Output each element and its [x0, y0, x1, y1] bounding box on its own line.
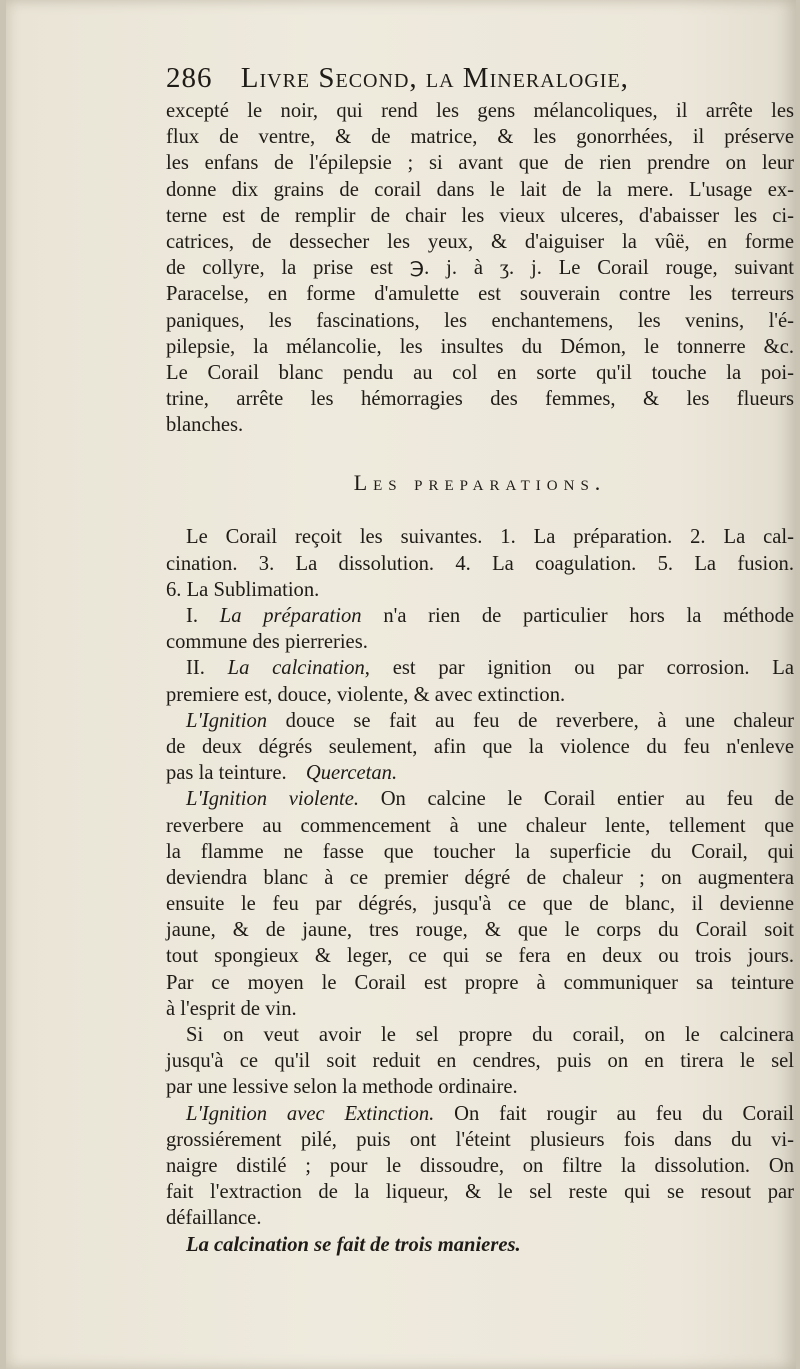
text-fragment: On calcine le Corail entier au feu de [380, 788, 794, 811]
text-line [166, 603, 794, 629]
text-line: La calcination se fait de trois manieres. [186, 1233, 521, 1256]
text-line: jusqu'à ce qu'il soit reduit en cendres, puis on en tirera le sel [166, 1050, 794, 1073]
text-fragment: On fait rougir au feu du Corail [454, 1102, 794, 1125]
paragraph-preparation [166, 603, 794, 655]
text-fragment: douce se fait au feu de reverbere, à une chaleur [285, 709, 794, 732]
italic-term: L'Ignition [186, 709, 268, 732]
text-line: Si on veut avoir le sel propre du corail, on le calcinera [186, 1024, 794, 1046]
text-line [166, 708, 794, 734]
text-line: premiere est, douce, violente, & avec extinction. [166, 683, 566, 706]
paragraph-sel-du-corail [166, 1022, 794, 1101]
text-line [166, 760, 794, 786]
section-title: Les preparations. [353, 470, 607, 496]
text-line: fait l'extraction de la liqueur, & le sel reste qui se resout par [166, 1181, 794, 1204]
italic-term: La préparation [219, 605, 362, 627]
text-line: Le Corail blanc pendu au col en sorte qu'il touche la poi- [166, 361, 794, 384]
text-line: terne est de remplir de chair les vieux ulceres, d'abaisser les ci- [166, 204, 794, 227]
text-line: blanches. [166, 414, 244, 437]
paragraph-ignition-douce [166, 708, 794, 787]
item-number: II. [186, 657, 205, 680]
paragraph-calcination [166, 655, 794, 707]
text-line: reverbere au commencement à une chaleur lente, tellement que [166, 814, 794, 837]
text-line: naigre distilé ; pour le dissoudre, on filtre la dissolution. On [166, 1154, 794, 1177]
text-line: Paracelse, en forme d'amulette est souverain contre les terreurs [166, 283, 794, 306]
text-line: les enfans de l'épilepsie ; si avant que de rien prendre on leur [166, 152, 794, 175]
italic-term: La calcination [227, 657, 365, 680]
text-line: jaune, & de jaune, tres rouge, & que le corps du Corail soit [166, 919, 794, 942]
page-number: 286 [166, 62, 213, 94]
text-line: de collyre, la prise est ℈. j. à ʒ. j. Le Corail rouge, suivant [166, 257, 794, 280]
text-line: commune des pierreries. [166, 631, 368, 654]
text-line: Par ce moyen le Corail est propre à communiquer sa teinture [166, 971, 794, 994]
text-line: cination. 3. La dissolution. 4. La coagulation. 5. La fusion. [166, 552, 794, 575]
text-line: donne dix grains de corail dans le lait de la mere. L'usage ex- [166, 178, 794, 201]
running-header [166, 58, 794, 98]
paragraph-ignition-violente [166, 786, 794, 1022]
text-line: catrices, de dessecher les yeux, & d'aiguiser la vûë, en forme [166, 230, 794, 253]
text-line [166, 786, 794, 812]
text-line: la flamme ne fasse que toucher la superficie du Corail, qui [166, 840, 794, 863]
text-line: à l'esprit de vin. [166, 997, 297, 1020]
text-line: défaillance. [166, 1207, 262, 1230]
text-fragment: , est par ignition ou par corrosion. La [364, 657, 794, 680]
running-title: Livre Second, la Mineralogie, [240, 62, 629, 94]
text-fragment: pas la teinture. [166, 762, 287, 785]
author-citation: Quercetan. [305, 762, 398, 785]
text-line: pilepsie, la mélancolie, les insultes du Démon, le tonnerre &c. [166, 335, 794, 358]
text-line: flux de ventre, & de matrice, & les gonorrhées, il préserve [166, 126, 794, 149]
text-line: Le Corail reçoit les suivantes. 1. La préparation. 2. La cal- [186, 526, 794, 549]
text-line [166, 655, 794, 681]
page-text [166, 58, 794, 1258]
text-line: de deux dégrés seulement, afin que la violence du feu n'enleve [166, 735, 794, 758]
book-page [6, 0, 796, 1369]
paragraph-preparations-list [166, 524, 794, 603]
text-line: deviendra blanc à ce premier dégré de chaleur ; on augmentera [166, 866, 794, 889]
text-line: ensuite le feu par dégrés, jusqu'à ce que de blanc, il devienne [166, 893, 794, 916]
paragraph-calcination-manieres [166, 1232, 794, 1258]
text-line: paniques, les fascinations, les enchantemens, les venins, l'é- [166, 309, 794, 332]
text-fragment: n'a rien de particulier hors la méthode [383, 605, 795, 627]
item-number: I. [186, 605, 199, 627]
paragraph-corail-usage [166, 98, 794, 438]
text-line: 6. La Sublimation. [166, 578, 320, 601]
text-line [166, 1101, 794, 1127]
text-line: trine, arrête les hémorragies des femmes, & les flueurs [166, 388, 794, 411]
text-line: grossiérement pilé, puis ont l'éteint plusieurs fois dans du vi- [166, 1128, 794, 1151]
italic-term: L'Ignition violente. [186, 788, 360, 811]
italic-term: L'Ignition avec Extinction. [186, 1102, 435, 1125]
text-line: par une lessive selon la methode ordinaire. [166, 1076, 518, 1099]
paragraph-ignition-extinction [166, 1101, 794, 1232]
text-line: excepté le noir, qui rend les gens mélancoliques, il arrête les [166, 100, 794, 122]
text-line: tout spongieux & leger, ce qui se fera en deux ou trois jours. [166, 945, 794, 968]
